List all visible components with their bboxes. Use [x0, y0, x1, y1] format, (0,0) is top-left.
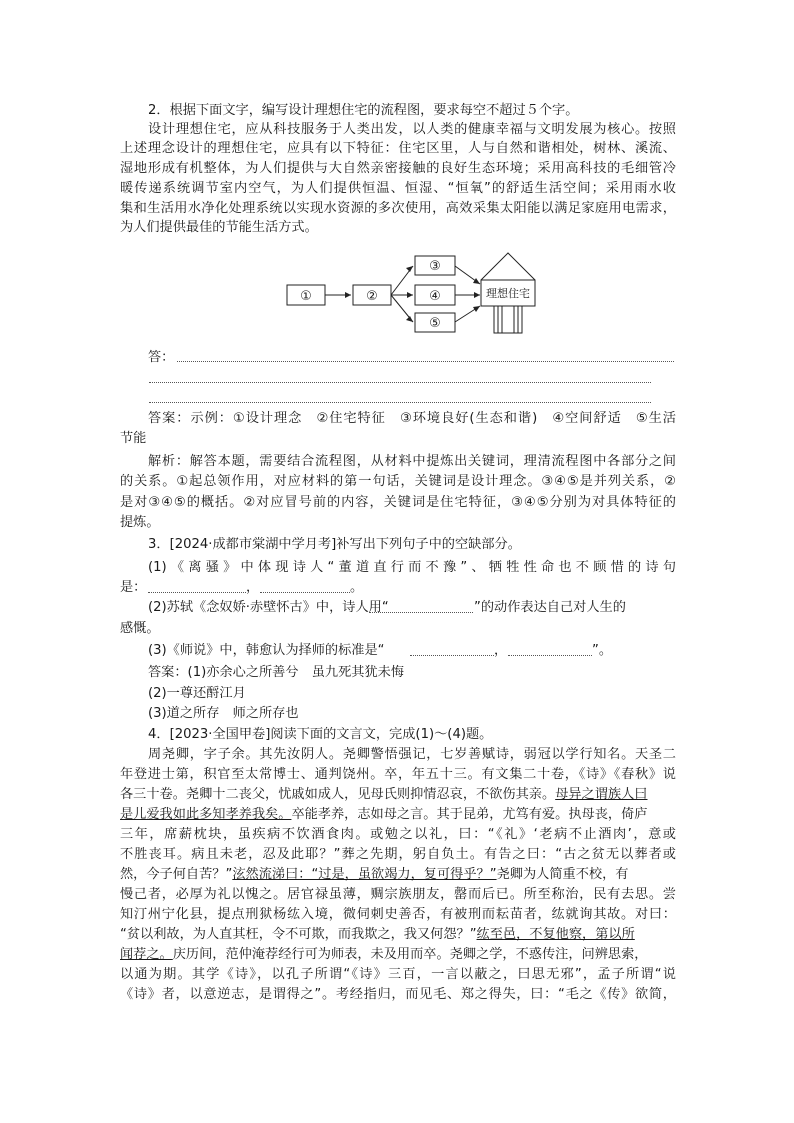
- q2-answer: 节能: [120, 431, 147, 446]
- q2-analysis: 提炼。: [120, 515, 160, 530]
- q4-title: 4．[2023·全国甲卷]阅读下面的文言文，完成(1)～(4)题。: [148, 727, 493, 742]
- q3-sentence-1: (1)《离骚》中体现诗人“董道直行而不豫”、牺牲性命也不顾惜的诗句: [148, 560, 676, 575]
- q2-passage-line: 湿地形成有机整体，为人们提供与大自然亲密接触的良好生态环境；采用高科技的毛细管冷: [120, 161, 676, 176]
- q4-text-line: 是儿爱我如此多知孝养我矣。卒能孝养，志如母之言。其于昆弟，尤笃有爱。执母丧，倚庐: [120, 807, 648, 822]
- blank: [260, 592, 350, 593]
- q4-text-line: 年登进士第，积官至太常博士、通判饶州。卒，年五十三。有文集二十卷，《诗》《春秋》说: [120, 767, 676, 782]
- blank: [148, 592, 246, 593]
- q4-text-line: “贫以利故，为人直其枉，令不可欺，而我欺之，我又何怨？”纮至邑，不复他察，第以所: [120, 927, 635, 942]
- underlined-sentence: 是儿爱我如此多知孝养我矣。: [120, 807, 292, 822]
- q4-text-line: 知汀州宁化县，提点刑狱杨纮入境，微伺刺史善否，有被刑而耘苗者，纮就询其故。对曰：: [120, 907, 676, 922]
- q2-passage-line: 为人们提供最佳的节能生活方式。: [120, 220, 318, 235]
- box-3-label: ③: [429, 259, 441, 274]
- q3-sentence-1b: 是：: [120, 580, 147, 595]
- q4-text-line: 各三十卷。尧卿十二丧父，忧戚如成人，见母氏则抑情忍哀，不欲伤其亲。母异之谓族人曰: [120, 787, 648, 802]
- comma: ，: [246, 580, 260, 595]
- underlined-sentence: 纮至邑，不复他察，第以所: [476, 927, 635, 942]
- q3-sentence-3: (3)《师说》中，韩愈认为择师的标准是“: [148, 643, 385, 658]
- house-roof: [481, 253, 535, 280]
- q4-text-line: 慢己者，必厚为礼以愧之。居官禄虽薄，赒宗族朋友，罄而后已。所至称治，民有去思。尝: [120, 887, 676, 902]
- q3-answer: 答案：(1)亦余心之所善兮 虽九死其犹未悔: [148, 665, 405, 680]
- q2-passage-line: 暖传递系统调节室内空气，为人们提供恒温、恒湿、“恒氧”的舒适生活空间；采用雨水收: [120, 181, 676, 196]
- q3-sentence-2-post: ”的动作表达自己对人生的: [474, 600, 626, 615]
- q3-sentence-3-post: ”。: [592, 643, 613, 658]
- q3-sentence-2: (2)苏轼《念奴娇·赤壁怀古》中，诗人用“: [148, 600, 389, 615]
- answer-blank: [149, 402, 651, 403]
- q3-answer: (2)一尊还酹江月: [148, 686, 246, 701]
- underlined-sentence: 闻荐之。: [120, 947, 173, 962]
- q3-answer: (3)道之所存 师之所存也: [148, 706, 299, 721]
- box-2-label: ②: [366, 289, 378, 304]
- box-4-label: ④: [429, 289, 441, 304]
- q4-text-line: 周尧卿，字子余。其先汝阴人。尧卿警悟强记，七岁善赋诗，弱冠以学行知名。天圣二: [148, 747, 676, 762]
- answer-label: 答：: [148, 350, 175, 365]
- box-5-label: ⑤: [429, 316, 441, 331]
- q2-title: 2．根据下面文字，编写设计理想住宅的流程图，要求每空不超过５个字。: [148, 103, 579, 118]
- q2-passage-line: 集和生活用水净化处理系统以实现水资源的多次使用，高效采集太阳能以满足家庭用电需求，: [120, 201, 676, 216]
- underlined-sentence: 母异之谓族人曰: [555, 787, 648, 802]
- q4-text-line: 以通为期。其学《诗》，以孔子所谓“《诗》三百，一言以蔽之，曰思无邪”，孟子所谓“说: [120, 967, 676, 982]
- q2-analysis: 的关系。①起总领作用，对应材料的第一句话，关键词是设计理念。③④⑤是并列关系，②: [120, 474, 676, 489]
- q2-analysis: 是对③④⑤的概括。②对应冒号前的内容，关键词是住宅特征，③④⑤分别为对具体特征的: [120, 495, 676, 510]
- blank: [410, 655, 494, 656]
- q4-text-line: 然，今子何自苦？”泫然流涕曰：“过是，虽欲竭力，复可得乎？”尧卿为人简重不校，有: [120, 867, 629, 882]
- comma: ，: [494, 643, 508, 658]
- q3-sentence-2b: 感慨。: [120, 621, 160, 636]
- q2-answer: 答案：示例：①设计理念 ②住宅特征 ③环境良好(生态和谐) ④空间舒适 ⑤生活: [148, 411, 676, 426]
- q2-passage-line: 上述理念设计的理想住宅，应具有以下特征：住宅区里，人与自然和谐相处，树林、溪流、: [120, 141, 676, 156]
- box-1-label: ①: [300, 289, 312, 304]
- period: 。: [350, 580, 364, 595]
- q4-text-line: 三年，席薪枕块，虽疾病不饮酒食肉。或勉之以礼，曰：“《礼》‘老病不止酒肉’，意或: [120, 827, 676, 842]
- answer-blank: [149, 382, 651, 383]
- house-label: 理想住宅: [486, 287, 530, 300]
- q4-text-line: 闻荐之。庆历间，范仲淹荐经行可为师表，未及用而卒。尧卿之学，不惑传注，问辨思索，: [120, 947, 648, 962]
- q2-passage-line: 设计理想住宅，应从科技服务于人类出发，以人类的健康幸福与文明发展为核心。按照: [148, 122, 676, 137]
- q2-analysis: 解析：解答本题，需要结合流程图，从材料中提炼出关键词，理清流程图中各部分之间: [148, 454, 676, 469]
- underlined-sentence: 泫然流涕曰：“过是，虽欲竭力，复可得乎？”: [232, 867, 497, 882]
- blank: [369, 612, 473, 613]
- q3-title: 3．[2024·成都市棠湖中学月考]补写出下列句子中的空缺部分。: [148, 537, 521, 552]
- blank: [508, 655, 592, 656]
- answer-blank: [177, 361, 674, 362]
- q4-text-line: 不胜丧耳。病且未老，忍及此耶？”葬之先期，躬自负土。有告之曰：“古之贫无以葬者或: [120, 847, 676, 862]
- q4-text-line: 《诗》者，以意逆志，是谓得之”。考经指归，而见毛、郑之得失，曰：“毛之《传》欲简，: [120, 987, 676, 1002]
